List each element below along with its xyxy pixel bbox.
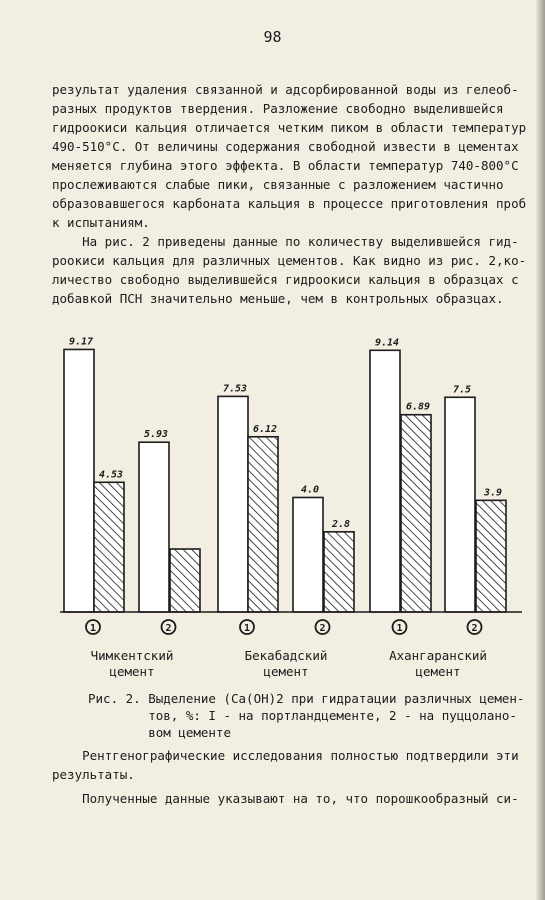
value-label: 6.12 (252, 423, 278, 435)
bar-marker-label: 2 (165, 623, 172, 634)
text-line: роокиси кальция для различных цементов. Как видно из рис. 2,ко- (52, 253, 527, 268)
value-label: 9.14 (374, 337, 400, 349)
value-label: 9.17 (68, 336, 94, 348)
text-line: меняется глубина этого эффекта. В области температур 740-800°С (52, 158, 519, 173)
value-label: 7.53 (222, 383, 248, 395)
text-line: образовавшегося карбоната кальция в процессе приготовления проб (52, 196, 527, 211)
paragraph-1 (52, 80, 530, 232)
value-label: 4.0 (300, 484, 320, 496)
bar-marker-label: 1 (89, 623, 97, 634)
bar-2-4 (324, 532, 354, 612)
bar-2-2 (248, 437, 278, 612)
bar-3-2 (401, 415, 431, 612)
value-label: 5.93 (143, 429, 169, 441)
text-line: гидроокиси кальция отличается четким пиком в области температур (52, 120, 527, 135)
bar-marker-label: 1 (396, 623, 403, 634)
value-label: 4.53 (98, 469, 124, 481)
bar-1-2 (94, 482, 124, 612)
bar-marker-label: 2 (471, 623, 478, 634)
group-label: Ахангаранский (389, 648, 487, 663)
group-label: Бекабадский (244, 648, 328, 663)
text-line: добавкой ПСН значительно меньше, чем в контрольных образцах. (52, 291, 504, 306)
paragraph-2 (52, 232, 530, 308)
caption-line: вом цементе (88, 725, 231, 740)
value-label: 2.8 (331, 518, 351, 530)
group-labels-layer (91, 648, 487, 679)
text-line: Полученные данные указывают на то, что порошкообразный си- (52, 791, 519, 806)
calcium-hydroxide-bar-chart (40, 305, 540, 690)
group-label: Чимкентский (90, 648, 174, 663)
value-label: 6.89 (405, 401, 431, 413)
group-label: цемент (415, 664, 461, 679)
bar-marker-label: 2 (319, 623, 326, 634)
text-line: результат удаления связанной и адсорбированной воды из гелеоб- (52, 82, 519, 97)
paragraph-3 (52, 746, 530, 784)
text-line: личество свободно выделившейся гидроокиси кальция в образцах с (52, 272, 519, 287)
caption-line: Рис. 2. Выделение (Са(ОН)2 при гидратации различных цемен- (88, 691, 525, 706)
bar-2-1 (218, 396, 248, 612)
group-label: цемент (109, 664, 155, 679)
bars-layer (64, 336, 506, 612)
text-line: Рентгенографические исследования полностью подтвердили эти (52, 748, 519, 763)
bar-3-1 (370, 350, 400, 612)
value-label: 3.9 (483, 487, 503, 499)
bar-marker-label: 1 (243, 623, 251, 634)
caption-line: тов, %: I - на портландцементе, 2 - на пуццолано- (88, 708, 517, 723)
bar-1-4 (170, 549, 200, 612)
bar-3-3 (445, 397, 475, 612)
text-line: 490-510°С. От величины содержания свободной извести в цементах (52, 139, 519, 154)
figure-caption (88, 690, 538, 741)
text-line: разных продуктов твердения. Разложение свободно выделившейся (52, 101, 504, 116)
bar-2-3 (293, 497, 323, 612)
bar-markers-layer (86, 620, 482, 634)
text-line: к испытаниям. (52, 215, 150, 230)
bar-1-1 (64, 349, 94, 612)
text-line: прослеживаются слабые пики, связанные с разложением частично (52, 177, 504, 192)
text-line: результаты. (52, 767, 135, 782)
bar-1-3 (139, 442, 169, 612)
text-line: На рис. 2 приведены данные по количеству выделившейся гид- (52, 234, 519, 249)
bar-3-4 (476, 500, 506, 612)
group-label: цемент (263, 664, 309, 679)
page-number: 98 (263, 28, 282, 46)
paragraph-4 (52, 789, 530, 808)
value-label: 7.5 (452, 384, 472, 396)
